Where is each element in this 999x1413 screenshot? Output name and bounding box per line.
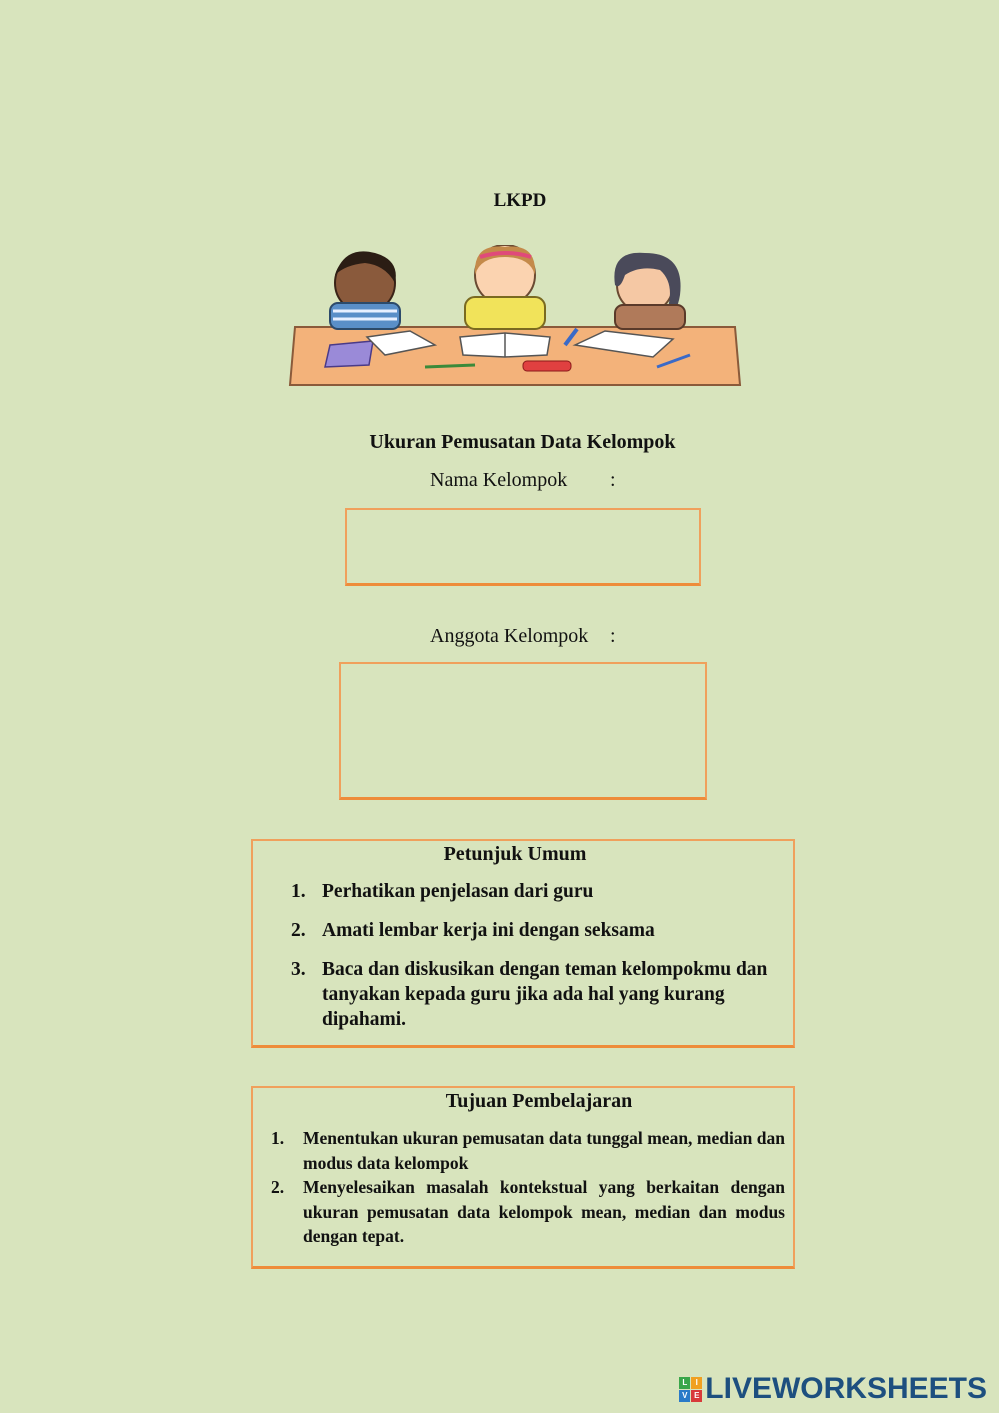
list-number: 3. (291, 959, 306, 980)
logo-letter-v: V (679, 1390, 690, 1402)
students-studying-illustration (285, 245, 745, 395)
anggota-kelompok-input[interactable] (339, 662, 707, 800)
tujuan-list (271, 1126, 785, 1249)
petunjuk-list (291, 879, 783, 1046)
list-text: Amati lembar kerja ini dengan seksama (322, 920, 655, 941)
nama-kelompok-label: Nama Kelompok (430, 469, 568, 491)
worksheet-subtitle: Ukuran Pemusatan Data Kelompok (369, 431, 676, 453)
list-text: Perhatikan penjelasan dari guru (322, 881, 594, 902)
liveworksheets-logo[interactable] (679, 1373, 987, 1405)
list-text: Menentukan ukuran pemusatan data tunggal mean, median dan modus data kelompok (303, 1128, 785, 1173)
logo-letter-e: E (691, 1390, 702, 1402)
brand-name: LIVEWORKSHEETS (705, 1372, 987, 1405)
anggota-kelompok-colon: : (610, 625, 616, 647)
tujuan-pembelajaran-heading: Tujuan Pembelajaran (445, 1090, 633, 1112)
logo-letter-i: I (691, 1377, 702, 1389)
list-item (291, 918, 783, 943)
list-item (271, 1126, 785, 1175)
list-text: Baca dan diskusikan dengan teman kelompokmu dan tanyakan kepada guru jika ada hal yang kurang dipahami. (322, 959, 768, 1030)
petunjuk-umum-heading: Petunjuk Umum (443, 843, 587, 865)
page-title: LKPD (493, 190, 547, 211)
tujuan-pembelajaran-panel (251, 1086, 795, 1269)
list-item (291, 957, 783, 1032)
list-text: Menyelesaikan masalah kontekstual yang berkaitan dengan ukuran pemusatan data kelompok mean, median dan modus dengan tepat. (303, 1177, 785, 1246)
list-number: 1. (291, 881, 306, 902)
anggota-kelompok-label: Anggota Kelompok (430, 625, 589, 647)
nama-kelompok-colon: : (610, 469, 616, 491)
list-number: 2. (291, 920, 306, 941)
nama-kelompok-input[interactable] (345, 508, 701, 586)
list-item (291, 879, 783, 904)
list-number: 1. (271, 1128, 285, 1148)
petunjuk-umum-panel (251, 839, 795, 1048)
list-number: 2. (271, 1177, 285, 1197)
logo-letter-l: L (679, 1377, 690, 1389)
live-blocks-icon (679, 1377, 702, 1402)
list-item (271, 1175, 785, 1249)
